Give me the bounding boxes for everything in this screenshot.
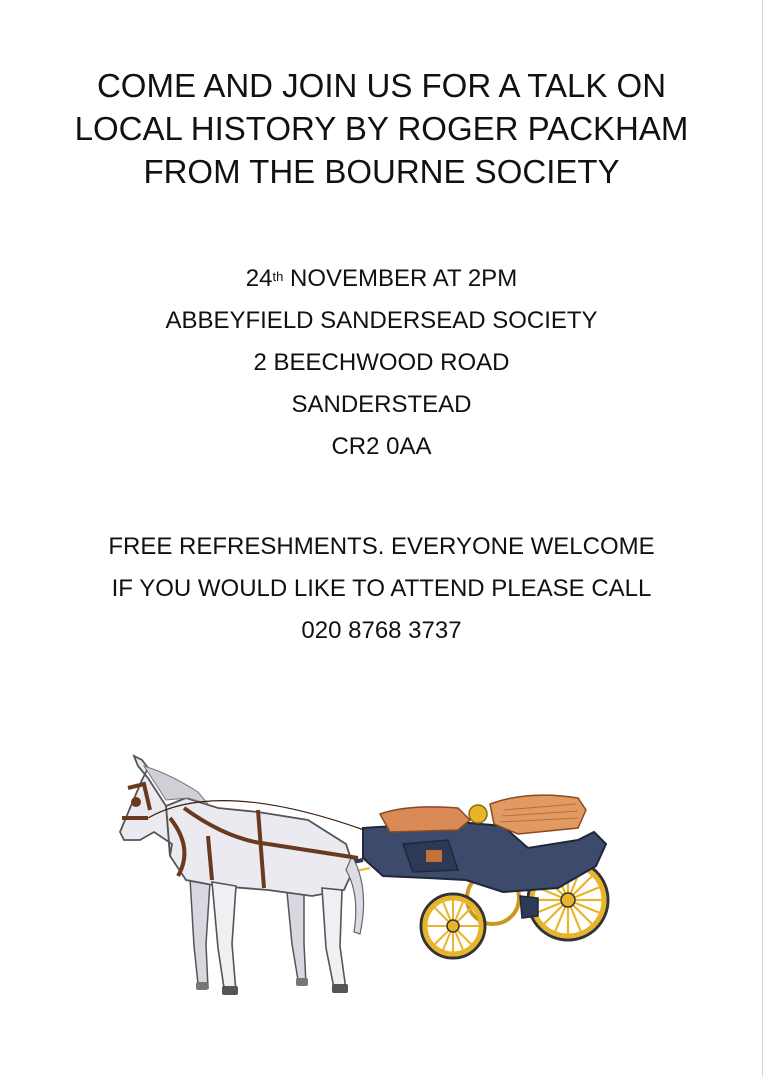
refreshments-text: FREE REFRESHMENTS. EVERYONE WELCOME xyxy=(108,533,655,560)
venue-street: 2 BEECHWOOD ROAD xyxy=(253,349,510,376)
flyer-title xyxy=(0,64,763,193)
venue-name: ABBEYFIELD SANDERSEAD SOCIETY xyxy=(165,307,598,334)
phone-number: 020 8768 3737 xyxy=(301,617,462,644)
date-ordinal: th xyxy=(272,269,284,284)
carriage-front-wheel xyxy=(421,894,485,958)
date-day: 24 xyxy=(245,265,273,292)
horse xyxy=(120,756,364,995)
venue-postcode: CR2 0AA xyxy=(331,433,432,460)
title-line: LOCAL HISTORY BY ROGER PACKHAM xyxy=(74,110,689,147)
date-time: NOVEMBER AT 2PM xyxy=(283,265,518,292)
attend-text: IF YOU WOULD LIKE TO ATTEND PLEASE CALL xyxy=(111,575,652,602)
title-line: FROM THE BOURNE SOCIETY xyxy=(143,153,620,190)
venue-town: SANDERSTEAD xyxy=(291,391,472,418)
event-date xyxy=(0,258,763,300)
event-details xyxy=(0,258,763,468)
horse-and-carriage-illustration xyxy=(108,748,628,1010)
event-info xyxy=(0,526,763,652)
title-line: COME AND JOIN US FOR A TALK ON xyxy=(96,67,667,104)
